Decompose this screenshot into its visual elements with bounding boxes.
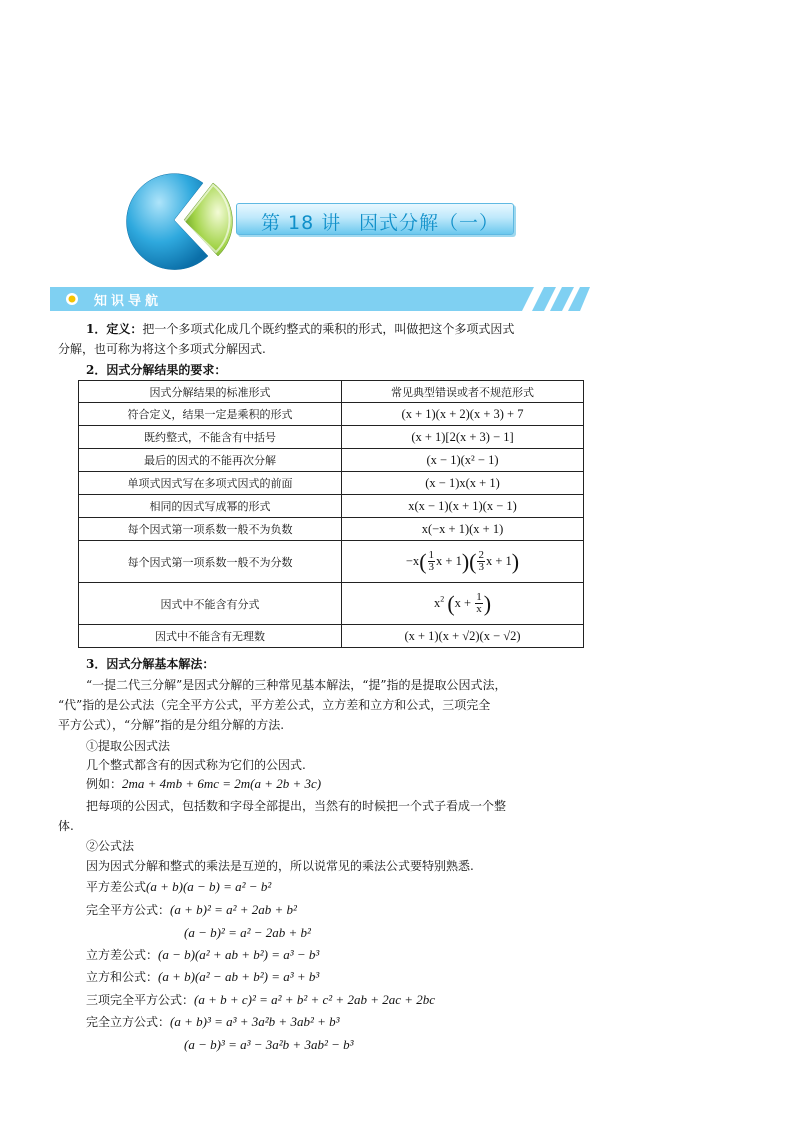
fraction: $\frac{2}{3}$ — [478, 549, 484, 573]
formula-perfect-square-plus — [86, 902, 297, 918]
table-cell-example: (x + 1)(x + 2)(x + 3) + 7 — [342, 403, 584, 426]
formula-expr: (a − b)² = a² − 2ab + b² — [184, 925, 311, 940]
formula-expr: (a − b)(a² + ab + b²) = a³ − b³ — [158, 947, 320, 962]
requirements-heading: 2．因式分解结果的要求： — [86, 363, 227, 377]
table-cell-example: x(−x + 1)(x + 1) — [342, 518, 584, 541]
table-cell-example-fraction-coeff: −x( $\frac{1}{3}$ x + 1)( $\frac{2}{3}$ x + 1) — [342, 541, 584, 583]
table-cell-example: (x + 1)[2(x + 3) − 1] — [342, 426, 584, 449]
method-2-intro: 因为因式分解和整式的乘法是互逆的，所以说常见的乘法公式要特别熟悉. — [86, 859, 474, 873]
methods-intro-1: “一提二代三分解”是因式分解的三种常见基本解法，“提”指的是提取公因式法， — [86, 678, 507, 692]
formula-label: 完全立方公式： — [86, 1015, 171, 1029]
table-row — [79, 426, 584, 449]
lecture-number: 第 18 讲 — [261, 212, 342, 234]
table-cell-example: x(x − 1)(x + 1)(x − 1) — [342, 495, 584, 518]
formula-expr: (a + b)³ = a³ + 3a²b + 3ab² + b³ — [170, 1014, 340, 1029]
formula-expr: (a + b)² = a² + 2ab + b² — [170, 902, 297, 917]
methods-intro-3: 平方公式），“分解”指的是分组分解的方法. — [58, 718, 285, 732]
table-header-row — [79, 381, 584, 403]
method-1-definition: 几个整式都含有的因式称为它们的公因式. — [86, 758, 306, 772]
table-header-errors: 常见典型错误或者不规范形式 — [342, 381, 584, 403]
formula-perfect-cube-minus — [184, 1037, 354, 1053]
method-1-note-1: 把每项的公因式，包括数和字母全部提出，当然有的时候把一个式子看成一个整 — [86, 799, 507, 813]
formula-label: 完全平方公式： — [86, 903, 171, 917]
formula-label: 三项完全平方公式： — [86, 993, 195, 1007]
definition-line-1 — [86, 321, 514, 337]
table-cell-rule: 相同的因式写成幂的形式 — [79, 495, 342, 518]
table-row — [79, 472, 584, 495]
table-cell-rule: 符合定义，结果一定是乘积的形式 — [79, 403, 342, 426]
table-row — [79, 449, 584, 472]
table-row — [79, 583, 584, 625]
pie-logo-icon — [112, 166, 234, 274]
method-1-example-expr: 2ma + 4mb + 6mc = 2m(a + 2b + 3c) — [122, 776, 322, 791]
definition-text-1: 把一个多项式化成几个既约整式的乘积的形式，叫做把这个多项式因式 — [142, 322, 515, 336]
formula-label: 立方和公式： — [86, 970, 159, 984]
definition-label: 定义： — [106, 322, 143, 336]
method-1-note-2: 体. — [58, 819, 74, 833]
table-cell-rule: 最后的因式的不能再次分解 — [79, 449, 342, 472]
table-cell-example: (x − 1)x(x + 1) — [342, 472, 584, 495]
formula-difference-of-cubes — [86, 947, 319, 963]
table-row — [79, 518, 584, 541]
method-2-title: ②公式法 — [86, 839, 135, 853]
table-row — [79, 403, 584, 426]
formula-expr: (a + b)(a − b) = a² − b² — [146, 879, 272, 894]
formula-expr: (a − b)³ = a³ − 3a²b + 3ab² − b³ — [184, 1037, 354, 1052]
lecture-title-banner — [236, 203, 514, 235]
table-cell-rule: 每个因式第一项系数一般不为分数 — [79, 541, 342, 583]
table-row — [79, 541, 584, 583]
formula-expr: (a + b + c)² = a² + b² + c² + 2ab + 2ac + 2bc — [194, 992, 436, 1007]
table-row — [79, 495, 584, 518]
table-cell-rule: 因式中不能含有分式 — [79, 583, 342, 625]
formula-difference-of-squares — [86, 879, 271, 895]
table-cell-rule: 既约整式，不能含有中括号 — [79, 426, 342, 449]
formula-label: 立方差公式： — [86, 948, 159, 962]
definition-number: 1． — [86, 322, 107, 336]
table-row — [79, 625, 584, 648]
methods-intro-2: “代”指的是公式法（完全平方公式，平方差公式，立方差和立方和公式，三项完全 — [58, 698, 491, 712]
lecture-title: 因式分解（一） — [359, 212, 500, 234]
methods-heading: 3．因式分解基本解法： — [86, 657, 215, 671]
formula-perfect-cube-plus — [86, 1014, 340, 1030]
table-cell-rule: 单项式因式写在多项式因式的前面 — [79, 472, 342, 495]
formula-label: 平方差公式 — [86, 880, 147, 894]
table-header-standard: 因式分解结果的标准形式 — [79, 381, 342, 403]
method-1-example — [86, 776, 321, 792]
fraction: $\frac{1}{3}$ — [428, 549, 435, 573]
definition-text-2: 分解，也可称为将这个多项式分解因式. — [58, 342, 266, 356]
fraction: $\frac{1}{x}$ — [476, 591, 482, 615]
table-cell-example-fraction-factor: $x^2$ (x + $\frac{1}{x}$ ) — [342, 583, 584, 625]
table-cell-example: (x − 1)(x² − 1) — [342, 449, 584, 472]
formula-expr: (a + b)(a² − ab + b²) = a³ + b³ — [158, 969, 320, 984]
formula-trinomial-square — [86, 992, 435, 1008]
table-cell-rule: 因式中不能含有无理数 — [79, 625, 342, 648]
requirements-table — [78, 380, 584, 648]
table-cell-example-irrational: (x + 1)(x + √2)(x − √2) — [342, 625, 584, 648]
section-title: 知识导航 — [94, 294, 163, 309]
method-1-title: ①提取公因式法 — [86, 739, 171, 753]
formula-sum-of-cubes — [86, 969, 319, 985]
table-cell-rule: 每个因式第一项系数一般不为负数 — [79, 518, 342, 541]
method-1-example-label: 例如： — [86, 777, 123, 791]
section-bar — [50, 287, 590, 311]
formula-perfect-square-minus — [184, 925, 311, 941]
